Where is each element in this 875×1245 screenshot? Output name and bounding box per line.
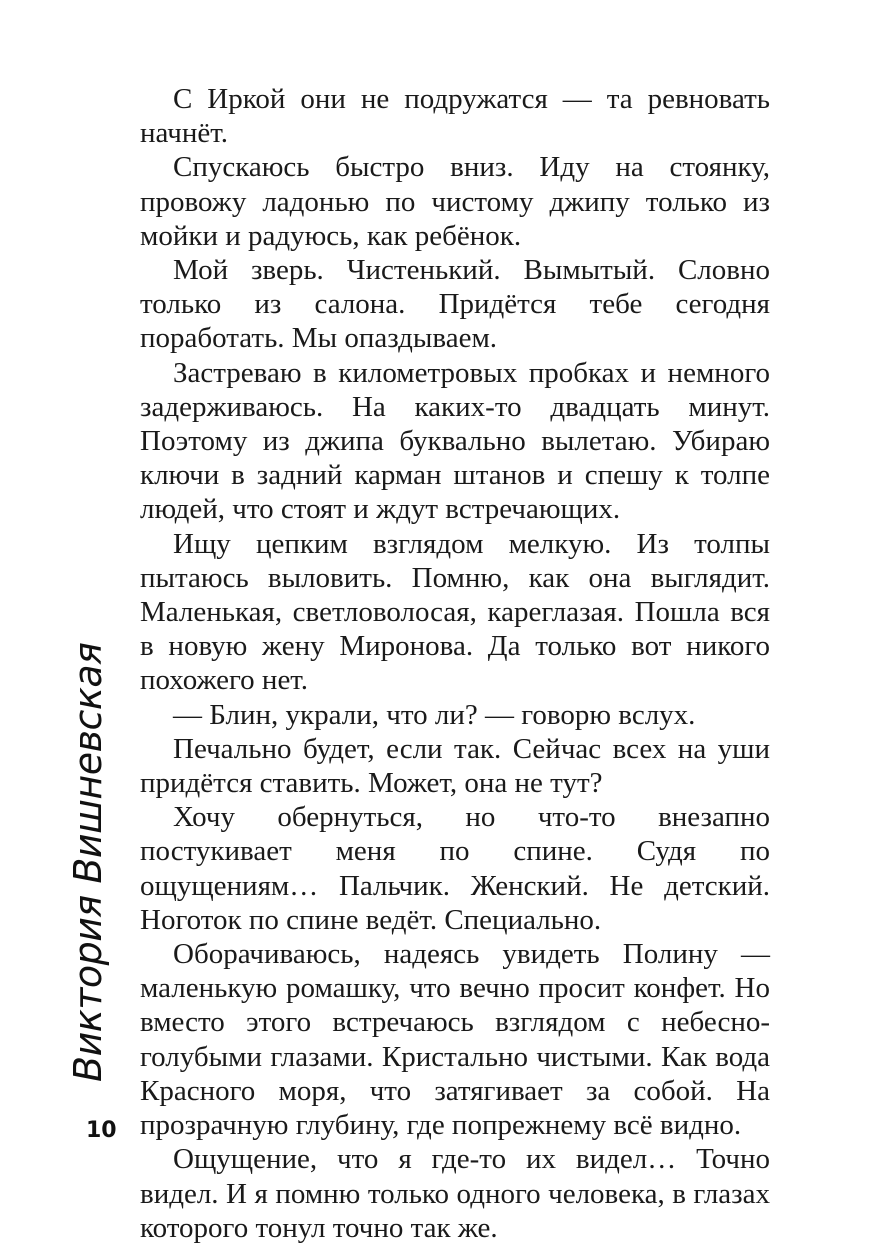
paragraph: Спускаюсь быстро вниз. Иду на стоянку, провожу ладонью по чистому джипу только из мойки и радуюсь, как ребёнок. [140,151,770,252]
paragraph: С Иркой они не подружатся — та ревновать начнёт. [140,83,770,150]
paragraph: Ищу цепким взглядом мелкую. Из толпы пытаюсь выловить. Помню, как она выглядит. Маленькая, светловолосая, кареглазая. Пошла вся в новую жену Миронова. Да только вот никого похожего нет. [140,527,770,697]
paragraph: Оборачиваюсь, надеясь увидеть Полину — маленькую ромашку, что вечно просит конфет. Но вместо этого встречаюсь взглядом с небесно-голубыми глазами. Кристально чистыми. Как вода Красного моря, что затягивает за собой. На прозрачную глубину, где попрежнему всё видно. [140,938,770,1142]
paragraph: Печально будет, если так. Сейчас всех на уши придётся ставить. Может, она не тут? [140,732,770,800]
running-head-author: Виктория Вишневская [66,642,110,1082]
paragraph: Застреваю в километровых пробках и немного задерживаюсь. На каких-то двадцать минут. Поэтому из джипа буквально вылетаю. Убираю ключи в задний карман штанов и спешу к толпе людей, что стоят и ждут встречающих. [140,356,770,526]
paragraph: Ощущение, что я где-то их видел… Точно видел. И я помню только одного человека, в глазах которого тонул точно так же. [140,1143,770,1244]
paragraph: Хочу обернуться, но что-то внезапно постукивает меня по спине. Судя по ощущениям… Пальчик. Женский. Не детский. Ноготок по спине ведёт. Специально. [140,801,770,936]
page-number: 10 [86,1118,117,1143]
paragraph: Мой зверь. Чистенький. Вымытый. Словно только из салона. Придётся тебе сегодня поработать. Мы опаздываем. [140,254,770,355]
body-text [140,82,770,1245]
paragraph: — Блин, украли, что ли? — говорю вслух. [173,698,696,731]
